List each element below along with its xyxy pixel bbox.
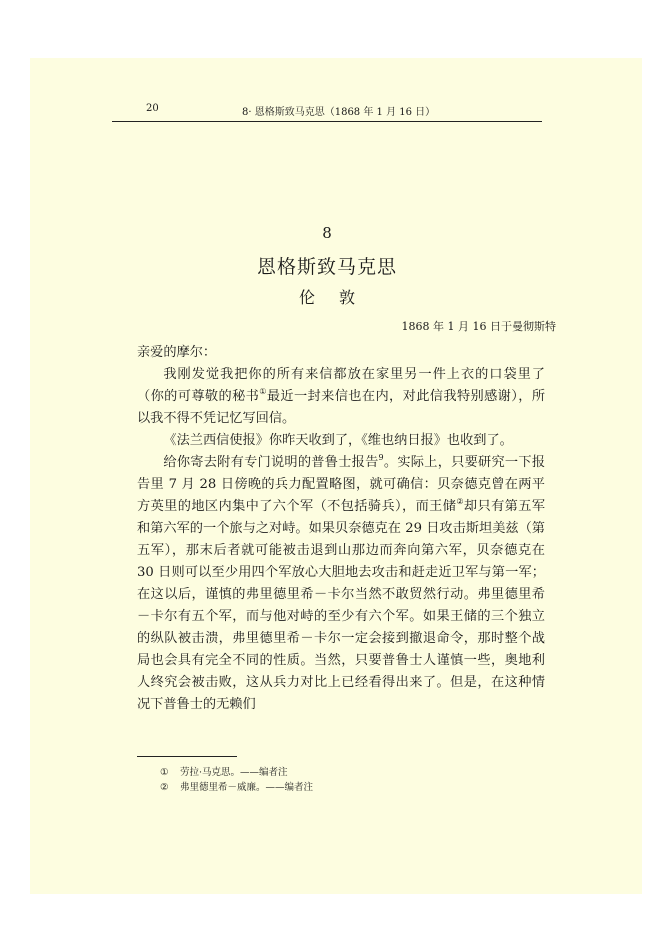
- paragraph-2: 《法兰西信使报》你昨天收到了，《维也纳日报》也收到了。: [163, 433, 513, 448]
- letter-title: 恩格斯致马克思: [256, 256, 397, 278]
- paragraph-1: [137, 364, 545, 430]
- footnote-item: [160, 780, 313, 795]
- p3-text-c: 却只有第五军和第六军的一个旅与之对峙。如果贝奈德克在 29 日攻击斯坦美兹（第五军），那末后者就可能被击退到山那边而奔向第六军，贝奈德克在 30 日则可以至少用四个军放心大胆地去攻击和赶走近卫军与第一军；在这以后，谨慎的弗里德里希－卡尔当然不敢贸然行动。弗里德里希－卡尔有五个军，而与他对峙的至少有六个军。如果王储的三个独立的纵队被击溃，弗里德里希－卡尔一定会接到撤退命令，那时整个战局也会具有完全不同的性质。当然，只要普鲁士人谨慎一些，奥地利人终究会被击败，这从兵力对比上已经看得出来了。但是，在这种情况下普鲁士的无赖们: [137, 499, 546, 712]
- paragraph-3: [137, 452, 545, 716]
- page-number: 20: [146, 103, 159, 114]
- footnote-text: 劳拉·马克思。——编者注: [180, 767, 288, 778]
- place-char-1: 伦: [298, 288, 315, 307]
- footnote-ref-2[interactable]: ②: [456, 497, 464, 506]
- p3-text-a: 给你寄去附有专门说明的普鲁士报告: [163, 455, 379, 470]
- footnotes: [160, 765, 313, 795]
- running-title: 8· 恩格斯致马克思（1868 年 1 月 16 日）: [242, 107, 436, 118]
- salutation: 亲爱的摩尔：: [137, 345, 217, 360]
- endnote-ref-9[interactable]: 9: [378, 453, 384, 462]
- letter-number: 8: [322, 224, 332, 242]
- p1-text-b: 最近一封来信也在内，对此信我特别感谢），所以我不得不凭记忆写回信。: [137, 389, 546, 426]
- footnote-item: [160, 765, 313, 780]
- footnote-ref-1[interactable]: ①: [259, 387, 267, 396]
- footnote-divider: [137, 756, 237, 757]
- letter-place: [112, 285, 542, 308]
- dateline: 1868 年 1 月 16 日于曼彻斯特: [401, 320, 556, 333]
- footnote-mark: ②: [160, 782, 169, 793]
- footnote-mark: ①: [160, 767, 169, 778]
- place-char-2: 敦: [339, 288, 356, 307]
- letter-body: [137, 342, 545, 716]
- page-header: [112, 101, 542, 122]
- p1-text-a: 我刚发觉我把你的所有来信都放在家里另一件上衣的口袋里了（你的可尊敬的秘书: [137, 367, 545, 404]
- footnote-text: 弗里德里希－威廉。——编者注: [180, 782, 314, 793]
- p3-text-b: 。实际上，只要研究一下报告里 7 月 28 日傍晚的兵力配置略图，就可确信：贝奈德克曾在两平方英里的地区内集中了六个军（不包括骑兵），而王储: [137, 455, 546, 514]
